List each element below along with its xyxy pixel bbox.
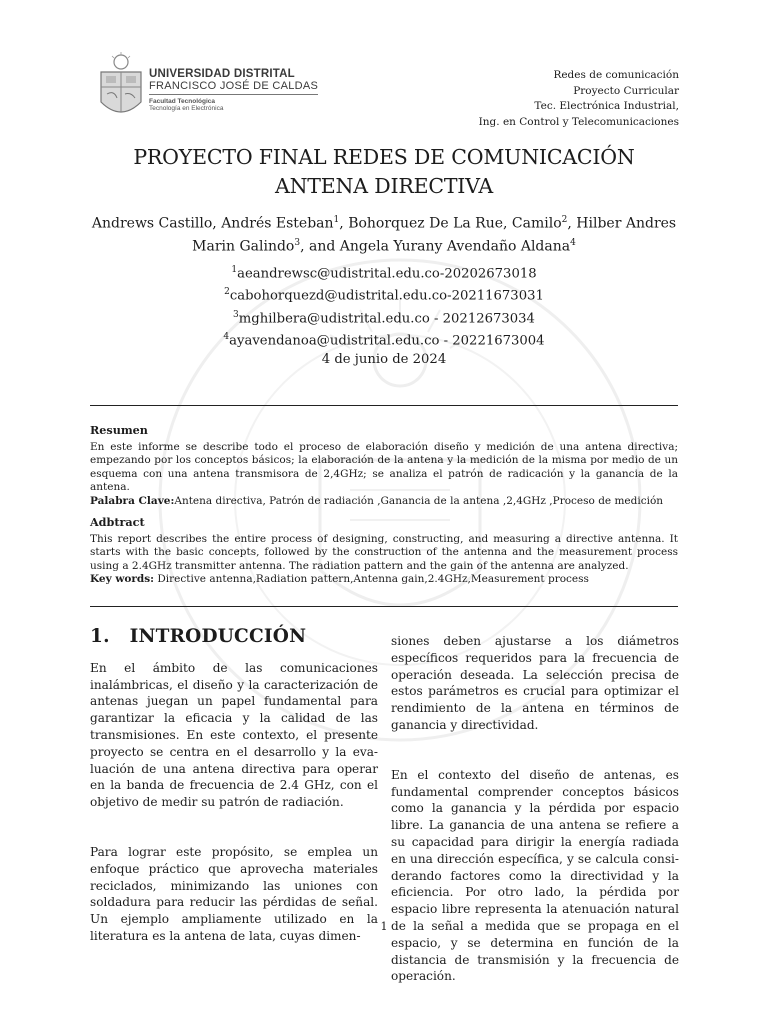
author-name: Hilber Andres Marin Galindo: [192, 215, 677, 255]
paper-date: 4 de junio de 2024: [321, 352, 447, 367]
abstract-keywords: [90, 573, 678, 587]
header-line: Ing. en Control y Telecomunicaciones: [478, 115, 679, 128]
keywords-label: Key words:: [90, 573, 155, 586]
email-text: aeandrewsc@udistrital.edu.co-20202673018: [237, 266, 537, 282]
author-name: Angela Yurany Avendaño Aldana: [339, 238, 571, 255]
abstract-block: [90, 516, 678, 587]
author-affiliation: 2: [561, 215, 568, 225]
author-separator: ,: [339, 215, 349, 232]
author-separator: ,: [567, 215, 577, 232]
abstract-heading: Adbtract: [90, 515, 145, 529]
paper-title: PROYECTO FINAL REDES DE COMUNICACIÓN ANTENA DIRECTIVA: [133, 145, 635, 198]
author-list: [90, 211, 678, 256]
divider: [90, 405, 678, 406]
header-info: [479, 68, 679, 130]
divider: [90, 606, 678, 607]
email-text: ayavendanoa@udistrital.edu.co - 20221673004: [229, 333, 545, 349]
university-logo: [97, 50, 319, 124]
header-line: Redes de comunicación: [553, 69, 679, 81]
resumen-text: En este informe se describe todo el proceso de elaboración diseño y medición de una antena directiva; empezando por los conceptos básicos; la elaboración de la antena y la medición de la misma por medio de un esquema con una antena transmisora de 2,4GHz; se analiza el patrón de radicación y la ganancia de la antena.: [90, 440, 678, 494]
left-column: [90, 626, 378, 945]
email-text: mghilbera@udistrital.edu.co - 20212673034: [238, 311, 535, 327]
university-shield-icon: [97, 52, 145, 124]
header-line: Proyecto Curricular: [573, 84, 679, 97]
body-paragraph: En el contexto del diseño de antenas, es fundamental comprender conceptos básicos como la ganancia y la pérdida por espacio libre. La ganancia de una antena se refiere a su capacidad para dirigir la energía radiada en una dirección específica, y se calcula considerando factores como la directividad y la eficiencia. Por otro lado, la pérdida por espacio libre representa la atenuación natural de la señal a medida que se propaga en el espacio, y se determina en función de la distancia de transmisión y la frecuencia de operación.: [391, 767, 679, 984]
body-paragraph: siones deben ajustarse a los diámetros específicos requeridos para la frecuencia de operación deseada. La selección precisa de estos parámetros es crucial para optimizar el rendimiento de la antena en términos de ganancia y directividad.: [391, 634, 679, 732]
logo-program: Tecnología en Electrónica: [149, 105, 224, 112]
email-affiliation: 2: [224, 287, 230, 298]
author-name: Bohorquez De La Rue, Camilo: [348, 215, 562, 232]
keywords-text: Antena directiva, Patrón de radiación ,Ganancia de la antena ,2,4GHz ,Proceso de medición: [174, 494, 664, 507]
resumen-heading: Resumen: [90, 423, 148, 437]
body-paragraph: Para lograr este propósito, se emplea un enfoque práctico que aprovecha materiales reciclados, minimizando las uniones con soldadura para reducir las pérdidas de señal. Un ejemplo ampliamente utilizado en la literatura es la antena de lata, cuyas dimen-: [90, 844, 378, 943]
author-affiliation: 4: [570, 237, 576, 248]
author-affiliation: 1: [333, 215, 340, 225]
email-affiliation: 1: [231, 265, 238, 275]
logo-university-name: UNIVERSIDAD DISTRITAL: [149, 68, 295, 80]
body-paragraph: En el ámbito de las comunicaciones inalámbricas, el diseño y la caracterización de antenas juegan un papel fundamental para garantizar la eficacia y la calidad de las transmisiones. En este contexto, el presente proyecto se centra en el desarrollo y la evaluación de una antena directiva para operar en la banda de frecuencia de 2.4 GHz, con el objetivo de medir su patrón de radiación.: [90, 660, 378, 810]
email-text: cabohorquezd@udistrital.edu.co-20211673031: [229, 288, 544, 304]
section-number: 1.: [90, 626, 110, 647]
section-heading: [90, 626, 378, 647]
email-line: [90, 283, 678, 305]
email-line: [90, 261, 678, 283]
logo-faculty: Facultad Tecnológica: [149, 98, 215, 105]
email-line: [90, 306, 678, 328]
author-affiliation: 3: [294, 237, 301, 248]
email-line: [90, 328, 678, 350]
keywords-label: Palabra Clave:: [90, 494, 175, 507]
author-emails: [90, 261, 678, 351]
right-column: [391, 633, 679, 985]
header-line: Tec. Electrónica Industrial,: [534, 100, 679, 112]
section-title: INTRODUCCIÓN: [129, 626, 307, 647]
author-separator: , and: [300, 238, 340, 255]
keywords-text: Directive antenna,Radiation pattern,Antenna gain,2.4GHz,Measurement process: [154, 573, 589, 586]
resumen-keywords: [90, 495, 678, 509]
author-name: Andrews Castillo, Andrés Esteban: [91, 215, 334, 232]
logo-university-subname: FRANCISCO JOSÉ DE CALDAS: [149, 80, 318, 95]
page-number: 1: [380, 920, 388, 933]
email-affiliation: 4: [223, 332, 230, 343]
resumen-block: [90, 424, 678, 509]
email-affiliation: 3: [233, 309, 239, 320]
abstract-text: This report describes the entire process of designing, constructing, and measuring a directive antenna. It starts with the basic concepts, followed by the construction of the antenna and the measurement process using a 2.4GHz transmitter antenna. The radiation pattern and the gain of the antenna are analyzed.: [90, 532, 678, 572]
